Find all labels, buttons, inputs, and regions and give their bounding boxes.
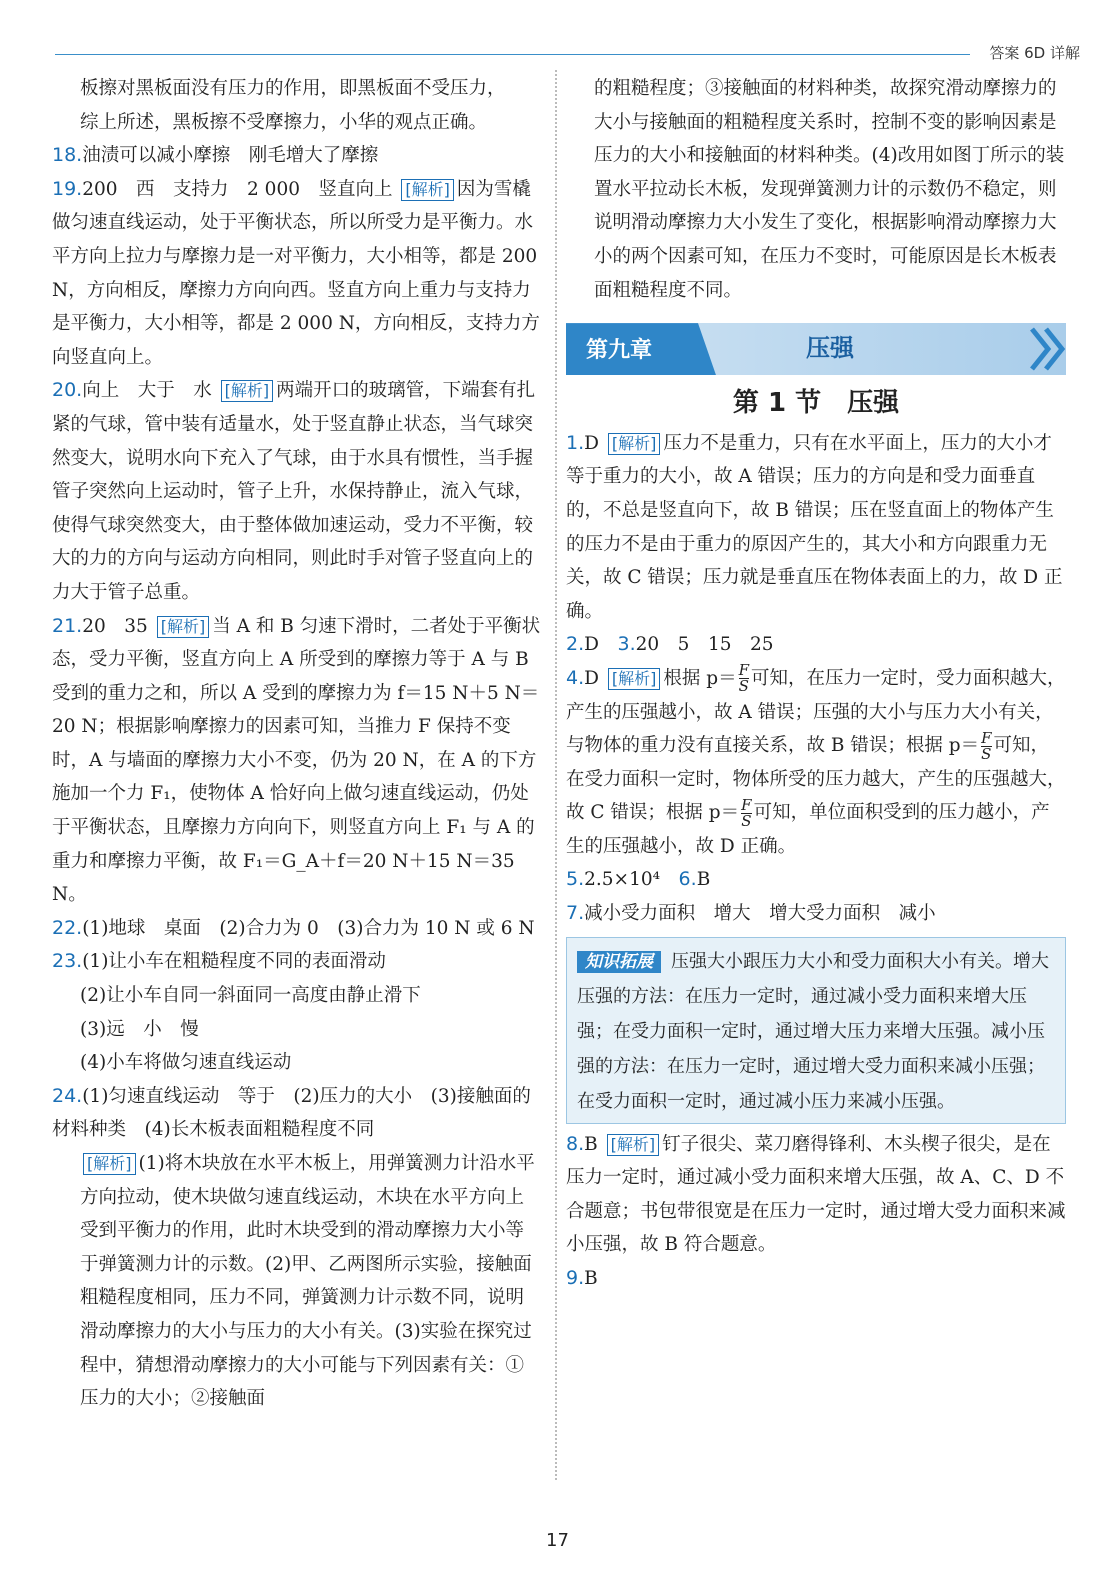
page-header <box>55 42 1080 60</box>
answer-23: 23.(1)让小车在粗糙程度不同的表面滑动 <box>52 950 386 973</box>
answer-21: 21.20 35 [解析] 当 A 和 B 匀速下滑时，二者处于平衡状态，受力平衡，竖直方向上 A 所受到的摩擦力等于 A 与 B 受到的重力之和，所以 A 受到的摩擦力为 f＝15 N＋5 N＝20 N；根据影响摩擦力的因素可知，当推力 F 保持不变时，A 与墙面的摩擦力大小不变，仍为 20 N，在 A 的下方施加一个力 F₁，使物体 A 恰好向上做匀速直线运动，仍处于平衡状态，且摩擦力方向向下，则竖直方向上 F₁ 与 A 的重力和摩擦力平衡，故 F₁＝G_A＋f＝20 N＋15 N＝35 N。 <box>52 614 541 906</box>
analysis-tag: [解析] <box>157 616 210 638</box>
knowledge-extension-box: 知识拓展 压强大小跟压力大小和受力面积大小有关。增大压强的方法：在压力一定时，通过减小受力面积来增大压强；在受力面积一定时，通过增大压力来增大压强。减小压强的方法：在压力一定时，通过增大受力面积来减小压强；在受力面积一定时，通过减小压力来减小压强。 <box>566 937 1066 1124</box>
answer-4: 4.D [解析] 根据 p＝ $\frac{F}{S}$ 可知，在压力一定时，受力面积越大，产生的压强越小，故 A 错误；压强的大小与压力大小有关，与物体的重力没有直接关系，故 B 错误；根据 p＝ $\frac{F}{S}$ 可知，在受力面积一定时，物体所受的压力越大，产生的压强越大，故 C 错误；根据 p＝ $\frac{F}{S}$ 可知，单位面积受到的压力越小，产生的压强越小，故 D 正确。 <box>566 661 1066 857</box>
answer-continuation: 板擦对黑板面没有压力的作用，即黑板面不受压力， 综上所述，黑板擦不受摩擦力，小华的观点正确。 <box>80 78 506 133</box>
right-column <box>566 72 1066 1296</box>
answer-23-line4: (4)小车将做匀速直线运动 <box>80 1052 292 1074</box>
chapter-banner <box>566 317 1066 379</box>
header-label: 答案 6D 详解 <box>989 44 1080 62</box>
answer-8: 8.B [解析] 钉子很尖、菜刀磨得锋利、木头楔子很尖，是在压力一定时，通过减小受力面积来增大压强，故 A、C、D 不合题意；书包带很宽是在压力一定时，通过增大受力面积来减小压强，故 B 符合题意。 <box>566 1132 1066 1256</box>
answer-24-continuation: 的粗糙程度；③接触面的材料种类，故探究滑动摩擦力的大小与接触面的粗糙程度关系时，控制不变的影响因素是压力的大小和接触面的材料种类。(4)改用如图丁所示的装置水平拉动长木板，发现弹簧测力计的示数仍不稳定，则说明滑动摩擦力大小发生了变化，根据影响滑动摩擦力大小的两个因素可知，在压力不变时，可能原因是长木板表面粗糙程度不同。 <box>594 78 1065 301</box>
chevron-right-icon <box>1026 323 1066 375</box>
answer-9: 9.B <box>566 1267 598 1290</box>
answer-19: 19.200 西 支持力 2 000 竖直向上 [解析] 因为雪橇做匀速直线运动，处于平衡状态，所以所受力是平衡力。水平方向上拉力与摩擦力是一对平衡力，大小相等，都是 200 N，方向相反，摩擦力方向向西。竖直方向上重力与支持力是平衡力，大小相等，都是 2 000 N，方向相反，支持力方向竖直向上。 <box>52 177 540 368</box>
section-title: 第 1 节 压强 <box>732 388 900 419</box>
answer-23-line2: (2)让小车自同一斜面同一高度由静止滑下 <box>80 985 421 1007</box>
fraction-f-over-s: $\frac{F}{S}$ <box>981 728 992 763</box>
answer-7: 7.减小受力面积 增大 增大受力面积 减小 <box>566 902 936 925</box>
analysis-tag: [解析] <box>607 1134 660 1156</box>
analysis-tag: [解析] <box>608 668 661 690</box>
answer-20: 20.向上 大于 水 [解析] 两端开口的玻璃管，下端套有扎紧的气球，管中装有适量水，处于竖直静止状态，当气球突然变大，说明水向下充入了气球，由于水具有惯性，当手握管子突然向上运动时，管子上升，水保持静止，流入气球，使得气球突然变大，由于整体做加速运动，受力不平衡，较大的力的方向与运动方向相同，则此时手对管子竖直向上的力大于管子总重。 <box>52 379 536 603</box>
left-column <box>52 72 542 1416</box>
column-separator <box>555 70 557 1480</box>
chapter-number: 第九章 <box>586 338 653 364</box>
answer-18: 18.油渍可以减小摩擦 刚毛增大了摩擦 <box>52 144 379 167</box>
analysis-tag: [解析] <box>221 380 274 402</box>
fraction-f-over-s: $\frac{F}{S}$ <box>741 795 752 830</box>
answer-5-6: 5.2.5×10⁴ 6.B <box>566 868 711 891</box>
answer-1: 1.D [解析] 压力不是重力，只有在水平面上，压力的大小才等于重力的大小，故 A 错误；压力的方向是和受力面垂直的，不总是竖直向下，故 B 错误；压在竖直面上的物体产生的压力不是由于重力的原因产生的，其大小和方向跟重力无关，故 C 错误；压力就是垂直压在物体表面上的力，故 D 正确。 <box>566 431 1063 622</box>
answer-24: 24.(1)匀速直线运动 等于 (2)压力的大小 (3)接触面的材料种类 (4)长木板表面粗糙程度不同 <box>52 1084 531 1141</box>
chapter-title: 压强 <box>806 334 854 363</box>
answer-24-analysis: [解析] (1)将木块放在水平木板上，用弹簧测力计沿水平方向拉动，使木块做匀速直线运动，木块在水平方向上受到平衡力的作用，此时木块受到的滑动摩擦力大小等于弹簧测力计的示数。(2)甲、乙两图所示实验，接触面粗糙程度相同，压力不同，弹簧测力计示数不同，说明滑动摩擦力的大小与压力的大小有关。(3)实验在探究过程中，猜想滑动摩擦力的大小可能与下列因素有关：①压力的大小；②接触面 <box>80 1153 535 1410</box>
answer-23-line3: (3)远 小 慢 <box>80 1018 199 1040</box>
answer-22: 22.(1)地球 桌面 (2)合力为 0 (3)合力为 10 N 或 6 N <box>52 916 535 939</box>
page-number: 17 <box>546 1530 569 1551</box>
knowledge-tag: 知识拓展 <box>577 951 661 973</box>
analysis-tag: [解析] <box>608 433 661 455</box>
answer-2-3: 2.D 3.20 5 15 25 <box>566 633 774 656</box>
fraction-f-over-s: $\frac{F}{S}$ <box>738 661 750 696</box>
header-rule <box>55 54 970 55</box>
analysis-tag: [解析] <box>83 1153 136 1175</box>
analysis-tag: [解析] <box>401 179 454 201</box>
